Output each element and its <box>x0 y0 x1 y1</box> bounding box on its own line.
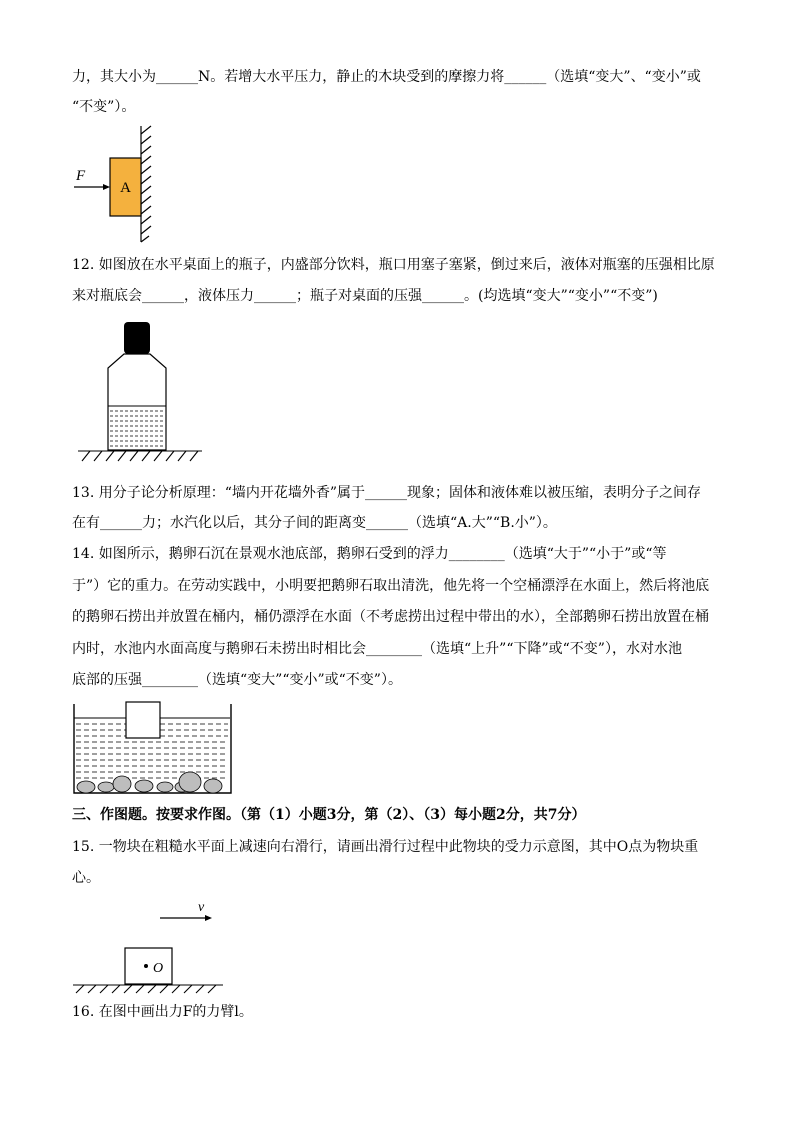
bottle-stopper <box>124 322 150 354</box>
floating-bucket <box>126 702 160 738</box>
q13-line-2: 在有______力；水汽化以后，其分子间的距离变______（选填“A.大”“B.小”）。 <box>72 515 557 531</box>
force-arrowhead <box>103 184 110 190</box>
q15-line-1: 15. 一物块在粗糙水平面上减速向右滑行，请画出滑行过程中此物块的受力示意图，其中O点为物块重 <box>72 839 699 855</box>
q14-line-2: 于”）它的重力。在劳动实践中，小明要把鹅卵石取出清洗，他先将一个空桶漂浮在水面上，然后将池底 <box>72 578 710 594</box>
q14-line-1: 14. 如图所示，鹅卵石沉在景观水池底部，鹅卵石受到的浮力________（选填“大于”“小于”或“等 <box>72 546 667 562</box>
q14-line-5: 底部的压强________（选填“变大”“变小”或“不变”）。 <box>72 672 402 688</box>
q14-line-4: 内时，水池内水面高度与鹅卵石未捞出时相比会________（选填“上升”“下降”或“不变”），水对水池 <box>72 641 682 657</box>
q11-line-1: 力，其大小为______N。若增大水平压力，静止的木块受到的摩擦力将______（选填“变大”、“变小”或 <box>72 69 701 85</box>
center-of-gravity-dot <box>144 964 148 968</box>
q14-line-3: 的鹅卵石捞出并放置在桶内，桶仍漂浮在水面（不考虑捞出过程中带出的水），全部鹅卵石捞出放置在桶 <box>72 609 709 625</box>
q14-figure-pond <box>70 700 236 796</box>
q12-line-1: 12. 如图放在水平桌面上的瓶子，内盛部分饮料，瓶口用塞子塞紧，倒过来后，液体对瓶塞的压强相比原 <box>72 257 715 273</box>
ground-hatching <box>73 985 223 993</box>
velocity-label: v <box>198 900 205 915</box>
sliding-block <box>125 948 172 984</box>
tabletop-hatching <box>78 451 202 461</box>
velocity-arrowhead <box>205 915 212 921</box>
q16-line-1: 16. 在图中画出力F的力臂l。 <box>72 1004 253 1020</box>
wall-hatching <box>141 126 151 242</box>
q11-figure-wall-block <box>70 124 160 246</box>
q12-line-2: 来对瓶底会______，液体压力______；瓶子对桌面的压强______。(均选填“变大”“变小”“不变”) <box>72 288 658 304</box>
force-label: F <box>76 168 86 184</box>
block-a-label: A <box>120 180 131 196</box>
q15-line-2: 心。 <box>72 870 100 886</box>
q11-line-2: “不变”）。 <box>72 99 136 115</box>
section-3-heading: 三、作图题。按要求作图。（第（1）小题3分，第（2）、（3）每小题2分，共7分） <box>72 807 586 823</box>
center-label: O <box>153 961 164 976</box>
pebbles <box>77 772 222 793</box>
q15-figure-sliding-block <box>70 896 230 996</box>
bottle-liquid <box>108 406 166 450</box>
q13-line-1: 13. 用分子论分析原理：“墙内开花墙外香”属于______现象；固体和液体难以被压缩，表明分子之间存 <box>72 485 702 501</box>
q12-figure-bottle <box>74 318 210 466</box>
